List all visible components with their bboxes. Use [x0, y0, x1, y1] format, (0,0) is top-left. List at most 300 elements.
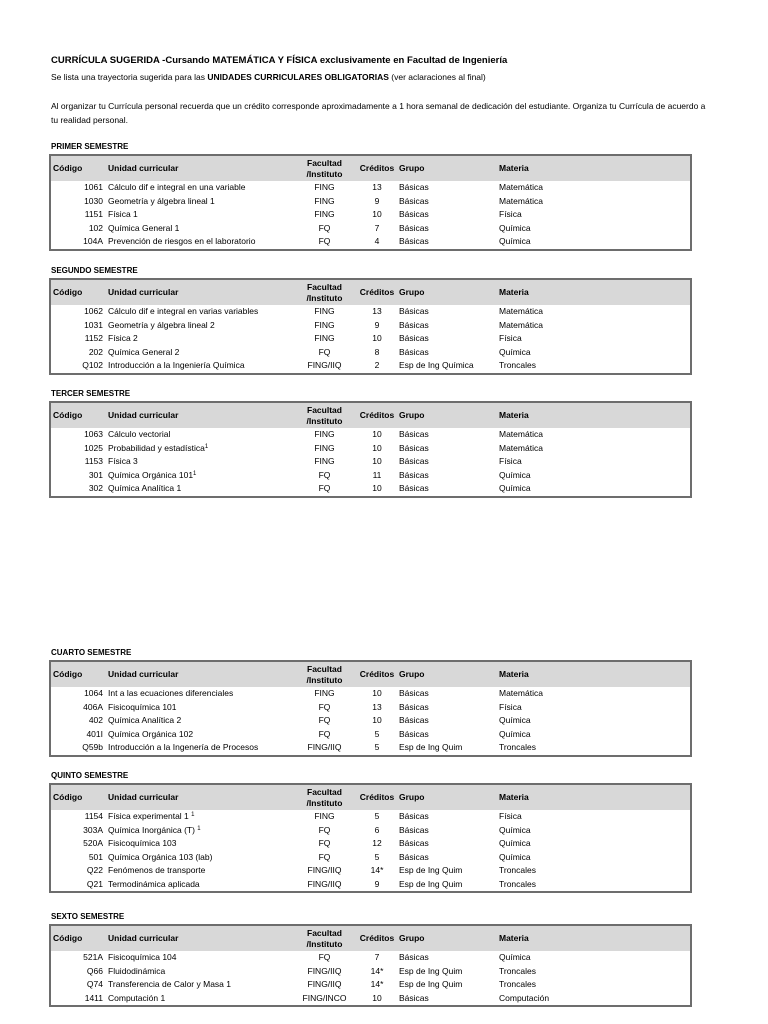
document-subtitle [51, 72, 486, 82]
cell-grupo: Básicas [399, 688, 429, 699]
cell-materia: Física [499, 456, 522, 467]
cell-creditos: 11 [372, 469, 382, 480]
cell-materia: Química [499, 483, 531, 494]
unidad-name: Química Analítica 1 [108, 483, 182, 494]
cell-materia: Troncales [499, 979, 537, 990]
cell-materia: Química [499, 236, 531, 247]
cell-unidad [106, 222, 292, 236]
cell-materia: Química [499, 222, 531, 233]
cell-materia: Matemática [499, 306, 543, 317]
cell-facultad: FING [314, 688, 335, 699]
unidad-name: Física 1 [108, 209, 138, 220]
cell-grupo: Básicas [399, 811, 429, 822]
cell-codigo: 303A [83, 824, 103, 835]
cell-facultad: FING [314, 429, 335, 440]
cell-codigo: 202 [88, 346, 103, 357]
cell-codigo: 402 [88, 715, 103, 726]
header-grupo: Grupo [397, 925, 497, 951]
footnote-marker: 1 [204, 443, 209, 450]
header-unidad: Unidad curricular [106, 925, 292, 951]
unidad-name: Física 3 [108, 456, 138, 467]
cell-grupo: Esp de Ing Quim [399, 965, 463, 976]
cell-grupo: Básicas [399, 333, 429, 344]
cell-grupo: Esp de Ing Quim [399, 865, 463, 876]
cell-facultad: FQ [318, 838, 331, 849]
cell-materia: Química [499, 838, 531, 849]
cell-codigo: 1064 [84, 688, 103, 699]
cell-unidad [106, 741, 292, 756]
header-creditos: Créditos [357, 279, 397, 305]
cell-facultad: FING/IIQ [307, 965, 342, 976]
cell-unidad [106, 305, 292, 319]
subtitle-prefix: Se lista una trayectoria sugerida para las [51, 72, 208, 82]
table-row [50, 714, 691, 728]
header-unidad: Unidad curricular [106, 279, 292, 305]
unidad-name: Cálculo vectorial [108, 429, 171, 440]
cell-creditos: 13 [372, 182, 382, 193]
cell-facultad: FING [314, 456, 335, 467]
cell-codigo: 401I [86, 728, 103, 739]
cell-grupo: Esp de Ing Quim [399, 878, 463, 889]
cell-facultad: FQ [318, 222, 331, 233]
cell-grupo: Esp de Ing Quim [399, 742, 463, 753]
cell-unidad [106, 837, 292, 851]
cell-grupo: Básicas [399, 851, 429, 862]
cell-codigo: Q22 [86, 865, 103, 876]
cell-facultad: FQ [318, 728, 331, 739]
cell-facultad: FQ [318, 701, 331, 712]
table-row [50, 305, 691, 319]
cell-creditos: 14* [370, 979, 384, 990]
table-row [50, 687, 691, 701]
cell-materia: Química [499, 469, 531, 480]
intro-note: Al organizar tu Currícula personal recuerda que un crédito corresponde aproximadamente a 1 hora semanal de dedicación del estudiante. Organiza tu Currícula de acuerdo a tu realidad personal. [51, 101, 706, 125]
cell-facultad: FQ [318, 483, 331, 494]
cell-facultad: FING [314, 182, 335, 193]
document-title: CURRÍCULA SUGERIDA -Cursando MATEMÁTICA Y FÍSICA exclusivamente en Facultad de Ingeniería [51, 55, 508, 66]
cell-grupo: Básicas [399, 195, 429, 206]
cell-creditos: 5 [374, 851, 380, 862]
cell-unidad [106, 851, 292, 865]
cell-facultad: FQ [318, 715, 331, 726]
table-row [50, 181, 691, 195]
cell-grupo: Básicas [399, 715, 429, 726]
table-row [50, 455, 691, 469]
table-header-row [50, 661, 691, 687]
header-creditos: Créditos [357, 925, 397, 951]
header-facultad [292, 402, 357, 428]
cell-materia: Química [499, 952, 531, 963]
cell-codigo: 1025 [84, 442, 103, 453]
unidad-name: Computación 1 [108, 992, 166, 1003]
header-creditos: Créditos [357, 402, 397, 428]
table-row [50, 965, 691, 979]
cell-facultad: FQ [318, 824, 331, 835]
footnote-marker: 1 [191, 812, 195, 819]
cell-materia: Química [499, 715, 531, 726]
header-facultad-line1: Facultad [307, 663, 342, 674]
cell-grupo: Básicas [399, 469, 429, 480]
table-row [50, 837, 691, 851]
header-unidad: Unidad curricular [106, 784, 292, 810]
cell-codigo: 104A [83, 236, 103, 247]
cell-creditos: 5 [374, 811, 380, 822]
cell-grupo: Básicas [399, 952, 429, 963]
cell-facultad: FING [314, 319, 335, 330]
header-facultad-line2: /Instituto [306, 292, 343, 303]
header-facultad [292, 279, 357, 305]
cell-creditos: 14* [370, 965, 384, 976]
table-row [50, 741, 691, 756]
cell-creditos: 10 [372, 209, 382, 220]
subtitle-bold: UNIDADES CURRICULARES OBLIGATORIAS [207, 72, 389, 82]
header-facultad-line1: Facultad [307, 281, 342, 292]
cell-unidad [106, 428, 292, 442]
cell-creditos: 6 [374, 824, 380, 835]
cell-facultad: FING [314, 442, 335, 453]
header-unidad: Unidad curricular [106, 402, 292, 428]
unidad-name: Geometría y álgebra lineal 1 [108, 195, 215, 206]
header-facultad [292, 784, 357, 810]
unidad-name: Fisicoquímica 103 [108, 838, 177, 849]
cell-codigo: 1063 [84, 429, 103, 440]
header-materia: Materia [497, 661, 691, 687]
header-creditos: Créditos [357, 661, 397, 687]
cell-grupo: Básicas [399, 209, 429, 220]
cell-unidad [106, 195, 292, 209]
cell-creditos: 9 [374, 319, 380, 330]
cell-creditos: 10 [372, 456, 382, 467]
cell-codigo: Q74 [86, 979, 103, 990]
cell-facultad: FING/IIQ [307, 878, 342, 889]
header-codigo: Código [50, 661, 106, 687]
cell-materia: Física [499, 701, 522, 712]
cell-creditos: 12 [372, 838, 382, 849]
cell-unidad [106, 728, 292, 742]
table-row [50, 332, 691, 346]
cell-materia: Troncales [499, 878, 537, 889]
cell-unidad [106, 810, 292, 824]
unidad-name: Física 2 [108, 333, 138, 344]
unidad-name: Química General 1 [108, 222, 180, 233]
cell-creditos: 5 [374, 742, 380, 753]
cell-codigo: 102 [88, 222, 103, 233]
semester-table [49, 278, 692, 375]
cell-materia: Troncales [499, 360, 537, 371]
cell-grupo: Esp de Ing Quim [399, 979, 463, 990]
cell-unidad [106, 687, 292, 701]
cell-unidad [106, 359, 292, 374]
cell-grupo: Básicas [399, 236, 429, 247]
header-materia: Materia [497, 402, 691, 428]
cell-grupo: Básicas [399, 483, 429, 494]
cell-materia: Matemática [499, 429, 543, 440]
cell-grupo: Básicas [399, 346, 429, 357]
semester-title: PRIMER SEMESTRE [51, 142, 129, 151]
cell-codigo: 1152 [84, 333, 103, 344]
semester-title: CUARTO SEMESTRE [51, 648, 132, 657]
cell-materia: Troncales [499, 865, 537, 876]
cell-codigo: 1411 [84, 992, 103, 1003]
cell-facultad: FING [314, 811, 335, 822]
unidad-name: Prevención de riesgos en el laboratorio [108, 236, 256, 247]
unidad-name: Física experimental 1 [108, 811, 192, 822]
cell-facultad: FQ [318, 236, 331, 247]
cell-facultad: FING/IIQ [307, 865, 342, 876]
cell-creditos: 14* [370, 865, 384, 876]
cell-facultad: FQ [318, 851, 331, 862]
header-facultad-line2: /Instituto [306, 674, 343, 685]
cell-unidad [106, 319, 292, 333]
cell-unidad [106, 181, 292, 195]
cell-facultad: FING [314, 209, 335, 220]
cell-unidad [106, 878, 292, 893]
cell-creditos: 8 [374, 346, 380, 357]
unidad-name: Química Analítica 2 [108, 715, 182, 726]
cell-codigo: 521A [83, 952, 103, 963]
table-row [50, 978, 691, 992]
header-facultad [292, 925, 357, 951]
header-codigo: Código [50, 784, 106, 810]
cell-facultad: FING/INCO [302, 992, 347, 1003]
cell-codigo: Q21 [86, 878, 103, 889]
cell-grupo: Básicas [399, 222, 429, 233]
cell-creditos: 10 [372, 429, 382, 440]
cell-facultad: FQ [318, 952, 331, 963]
cell-grupo: Básicas [399, 429, 429, 440]
cell-grupo: Básicas [399, 182, 429, 193]
header-codigo: Código [50, 925, 106, 951]
cell-facultad: FING [314, 195, 335, 206]
cell-materia: Química [499, 728, 531, 739]
cell-creditos: 9 [374, 878, 380, 889]
table-header-row [50, 155, 691, 181]
unidad-name: Química Orgánica 101 [108, 469, 194, 480]
semester-title: SEXTO SEMESTRE [51, 912, 125, 921]
cell-creditos: 13 [372, 701, 382, 712]
cell-creditos: 10 [372, 333, 382, 344]
unidad-name: Probabilidad y estadística [108, 442, 205, 453]
cell-codigo: Q59b [82, 742, 103, 753]
header-facultad-line1: Facultad [307, 404, 342, 415]
header-facultad-line2: /Instituto [306, 415, 343, 426]
header-materia: Materia [497, 155, 691, 181]
cell-creditos: 10 [372, 688, 382, 699]
cell-unidad [106, 992, 292, 1007]
cell-unidad [106, 965, 292, 979]
cell-codigo: 1061 [84, 182, 103, 193]
cell-unidad [106, 482, 292, 497]
table-row [50, 208, 691, 222]
cell-grupo: Esp de Ing Química [399, 360, 474, 371]
header-codigo: Código [50, 279, 106, 305]
cell-facultad: FING/IIQ [307, 360, 342, 371]
header-materia: Materia [497, 925, 691, 951]
header-facultad-line1: Facultad [307, 786, 342, 797]
cell-unidad [106, 824, 292, 838]
semester-table [49, 401, 692, 498]
table-header-row [50, 925, 691, 951]
cell-grupo: Básicas [399, 701, 429, 712]
table-row [50, 851, 691, 865]
cell-creditos: 10 [372, 715, 382, 726]
unidad-name: Termodinámica aplicada [108, 878, 200, 889]
unidad-name: Fisicoquímica 101 [108, 701, 177, 712]
cell-unidad [106, 978, 292, 992]
cell-codigo: 520A [83, 838, 103, 849]
header-unidad: Unidad curricular [106, 661, 292, 687]
table-row [50, 442, 691, 456]
semester-title: TERCER SEMESTRE [51, 389, 131, 398]
cell-creditos: 2 [374, 360, 380, 371]
cell-materia: Troncales [499, 742, 537, 753]
unidad-name: Geometría y álgebra lineal 2 [108, 319, 215, 330]
cell-grupo: Básicas [399, 442, 429, 453]
cell-codigo: 1154 [84, 811, 103, 822]
cell-unidad [106, 701, 292, 715]
table-row [50, 701, 691, 715]
semester-title: SEGUNDO SEMESTRE [51, 266, 138, 275]
cell-materia: Troncales [499, 965, 537, 976]
header-facultad-line1: Facultad [307, 927, 342, 938]
cell-unidad [106, 864, 292, 878]
unidad-name: Fisicoquímica 104 [108, 952, 177, 963]
cell-materia: Física [499, 333, 522, 344]
header-creditos: Créditos [357, 155, 397, 181]
cell-grupo: Básicas [399, 992, 429, 1003]
cell-codigo: Q102 [82, 360, 103, 371]
cell-unidad [106, 455, 292, 469]
cell-materia: Matemática [499, 319, 543, 330]
cell-creditos: 7 [374, 952, 380, 963]
table-row [50, 810, 691, 824]
cell-materia: Matemática [499, 688, 543, 699]
semester-title: QUINTO SEMESTRE [51, 771, 129, 780]
table-header-row [50, 402, 691, 428]
header-materia: Materia [497, 279, 691, 305]
cell-creditos: 10 [372, 483, 382, 494]
cell-grupo: Básicas [399, 306, 429, 317]
header-facultad [292, 155, 357, 181]
cell-facultad: FQ [318, 469, 331, 480]
cell-materia: Matemática [499, 182, 543, 193]
cell-creditos: 10 [372, 442, 382, 453]
semester-table [49, 924, 692, 1007]
table-row [50, 864, 691, 878]
cell-codigo: 1030 [84, 195, 103, 206]
cell-creditos: 10 [372, 992, 382, 1003]
cell-unidad [106, 442, 292, 456]
unidad-name: Fenómenos de transporte [108, 865, 206, 876]
cell-grupo: Básicas [399, 824, 429, 835]
cell-unidad [106, 469, 292, 483]
table-row [50, 359, 691, 374]
table-row [50, 319, 691, 333]
cell-creditos: 7 [374, 222, 380, 233]
footnote-marker: 1 [197, 825, 201, 832]
cell-codigo: 1031 [84, 319, 103, 330]
cell-creditos: 9 [374, 195, 380, 206]
cell-unidad [106, 346, 292, 360]
table-row [50, 951, 691, 965]
subtitle-suffix: (ver aclaraciones al final) [388, 72, 486, 82]
cell-unidad [106, 208, 292, 222]
table-row [50, 824, 691, 838]
footnote-marker: 1 [193, 470, 197, 477]
cell-codigo: 301 [88, 469, 103, 480]
cell-creditos: 5 [374, 728, 380, 739]
unidad-name: Cálculo dif e integral en una variable [108, 182, 246, 193]
unidad-name: Química General 2 [108, 346, 180, 357]
header-grupo: Grupo [397, 661, 497, 687]
cell-facultad: FQ [318, 346, 331, 357]
cell-grupo: Básicas [399, 728, 429, 739]
table-row [50, 482, 691, 497]
unidad-name: Química Orgánica 103 (lab) [108, 851, 213, 862]
cell-unidad [106, 951, 292, 965]
cell-materia: Física [499, 209, 522, 220]
header-creditos: Créditos [357, 784, 397, 810]
table-row [50, 428, 691, 442]
table-row [50, 728, 691, 742]
header-grupo: Grupo [397, 402, 497, 428]
unidad-name: Int a las ecuaciones diferenciales [108, 688, 234, 699]
table-row [50, 195, 691, 209]
header-facultad-line1: Facultad [307, 157, 342, 168]
semester-table [49, 660, 692, 757]
cell-creditos: 13 [372, 306, 382, 317]
header-facultad [292, 661, 357, 687]
cell-codigo: 1153 [84, 456, 103, 467]
header-grupo: Grupo [397, 155, 497, 181]
cell-facultad: FING/IIQ [307, 979, 342, 990]
cell-materia: Química [499, 824, 531, 835]
cell-facultad: FING [314, 333, 335, 344]
cell-codigo: 302 [88, 483, 103, 494]
cell-unidad [106, 332, 292, 346]
cell-codigo: 1151 [84, 209, 103, 220]
unidad-name: Cálculo dif e integral en varias variables [108, 306, 259, 317]
table-row [50, 346, 691, 360]
unidad-name: Química Inorgánica (T) [108, 824, 198, 835]
semester-table [49, 783, 692, 893]
cell-materia: Matemática [499, 195, 543, 206]
cell-materia: Química [499, 346, 531, 357]
header-facultad-line2: /Instituto [306, 797, 343, 808]
header-facultad-line2: /Instituto [306, 168, 343, 179]
table-row [50, 469, 691, 483]
header-codigo: Código [50, 155, 106, 181]
unidad-name: Fluidodinámica [108, 965, 166, 976]
table-header-row [50, 784, 691, 810]
header-materia: Materia [497, 784, 691, 810]
table-header-row [50, 279, 691, 305]
cell-facultad: FING/IIQ [307, 742, 342, 753]
cell-grupo: Básicas [399, 456, 429, 467]
unidad-name: Química Orgánica 102 [108, 728, 194, 739]
unidad-name: Introducción a la Ingeniería Química [108, 360, 245, 371]
header-unidad: Unidad curricular [106, 155, 292, 181]
header-facultad-line2: /Instituto [306, 938, 343, 949]
header-grupo: Grupo [397, 784, 497, 810]
cell-materia: Computación [499, 992, 550, 1003]
header-codigo: Código [50, 402, 106, 428]
cell-unidad [106, 714, 292, 728]
cell-materia: Física [499, 811, 522, 822]
cell-codigo: Q66 [86, 965, 103, 976]
semester-table [49, 154, 692, 251]
cell-materia: Química [499, 851, 531, 862]
